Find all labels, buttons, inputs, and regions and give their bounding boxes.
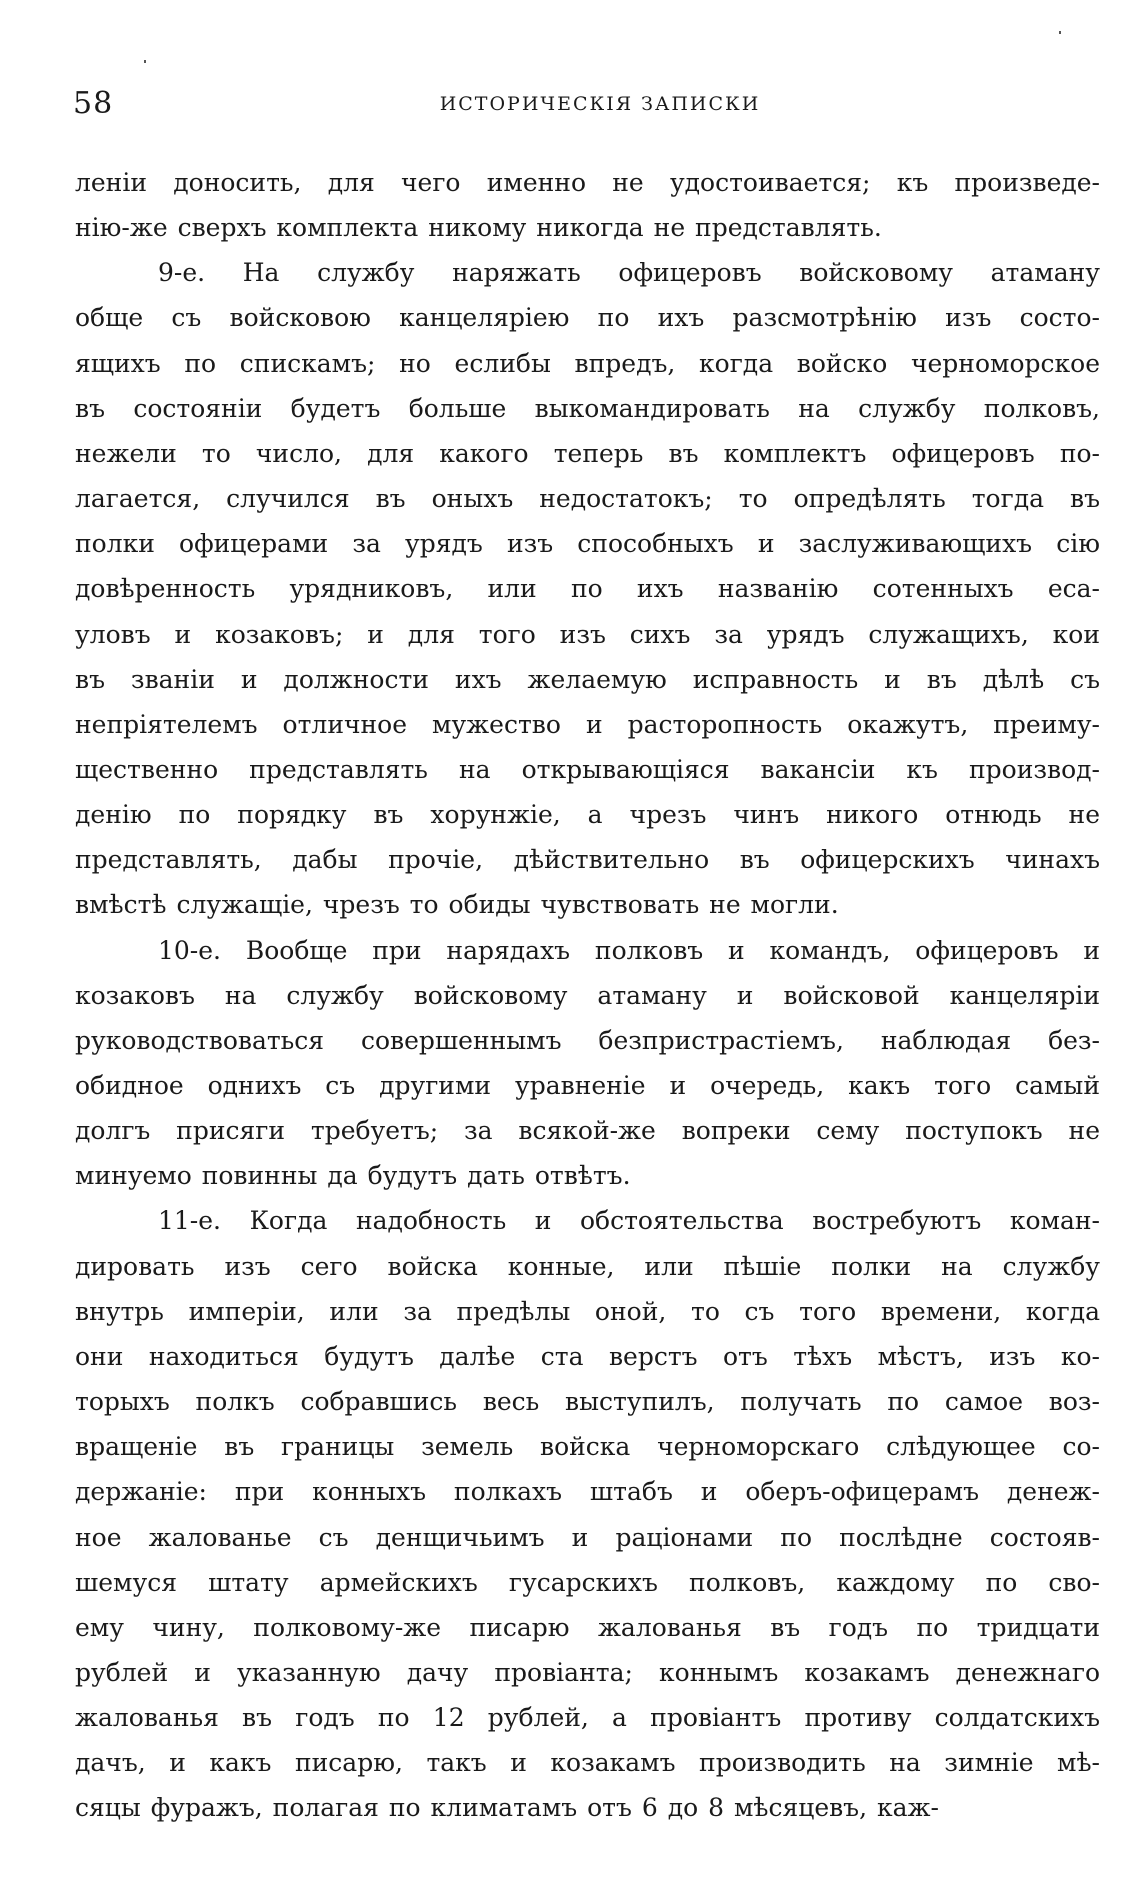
paragraph-line: руководствоваться совершеннымъ безпристрастіемъ, наблюдая без- (75, 1025, 1100, 1055)
paragraph-line: непріятелемъ отличное мужество и расторопность окажутъ, преиму- (75, 709, 1100, 739)
paragraph-line: рублей и указанную дачу провіанта; коннымъ козакамъ денежнаго (75, 1657, 1100, 1687)
paragraph-line: въ состояніи будетъ больше выкомандировать на службу полковъ, (75, 393, 1100, 423)
paragraph-line: минуемо повинны да будутъ дать отвѣтъ. (75, 1161, 631, 1191)
paragraph-line: дачъ, и какъ писарю, такъ и козакамъ производить на зимніе мѣ- (75, 1748, 1100, 1778)
paragraph-first-line: 10-е. Вообще при нарядахъ полковъ и командъ, офицеровъ и (158, 935, 1100, 965)
paragraph-line: шемуся штату армейскихъ гусарскихъ полковъ, каждому по сво- (75, 1567, 1100, 1597)
page-number: 58 (73, 86, 114, 121)
running-title: ИСТОРИЧЕСКІЯ ЗАПИСКИ (439, 93, 761, 115)
paragraph-line: уловъ и козаковъ; и для того изъ сихъ за урядъ служащихъ, кои (75, 619, 1100, 649)
ink-speck (1059, 31, 1061, 34)
paragraph-line: дировать изъ сего войска конные, или пѣшіе полки на службу (75, 1251, 1100, 1281)
paragraph-line: козаковъ на службу войсковому атаману и войсковой канцеляріи (75, 980, 1100, 1010)
paragraph-line: вмѣстѣ служащіе, чрезъ то обиды чувствовать не могли. (75, 890, 839, 920)
paragraph-line: нежели то число, для какого теперь въ комплектъ офицеровъ по- (75, 438, 1100, 468)
paragraph-line: представлять, дабы прочіе, дѣйствительно въ офицерскихъ чинахъ (75, 845, 1100, 875)
paragraph-line: нію-же сверхъ комплекта никому никогда не представлять. (75, 213, 882, 243)
paragraph-first-line: леніи доносить, для чего именно не удостоивается; къ произведе- (75, 168, 1100, 197)
paragraph-line: ящихъ по спискамъ; но еслибы впредъ, когда войско черноморское (75, 348, 1100, 378)
paragraph-line: внутрь имперіи, или за предѣлы оной, то съ того времени, когда (75, 1296, 1100, 1326)
paragraph-line: вращеніе въ границы земель войска черноморскаго слѣдующее со- (75, 1432, 1100, 1462)
paragraph-line: сяцы фуражъ, полагая по климатамъ отъ 6 до 8 мѣсяцевъ, каж- (75, 1793, 939, 1823)
ink-speck (144, 60, 146, 63)
paragraph-line: въ званіи и должности ихъ желаемую исправность и въ дѣлѣ съ (75, 664, 1100, 694)
paragraph-line: денію по порядку въ хорунжіе, а чрезъ чинъ никого отнюдь не (75, 800, 1100, 830)
paragraph-line: ное жалованье съ денщичьимъ и раціонами по послѣдне состояв- (75, 1522, 1100, 1552)
paragraph-line: обще съ войсковою канцеляріею по ихъ разсмотрѣнію изъ состо- (75, 303, 1100, 333)
paragraph-line: долгъ присяги требуетъ; за всякой-же вопреки сему поступокъ не (75, 1116, 1100, 1146)
paragraph-line: лагается, случился въ оныхъ недостатокъ; то опредѣлять тогда въ (75, 484, 1100, 514)
paragraph-line: торыхъ полкъ собравшись весь выступилъ, получать по самое воз- (75, 1387, 1100, 1417)
paragraph-line: полки офицерами за урядъ изъ способныхъ и заслуживающихъ сію (75, 529, 1100, 559)
paragraph-first-line: 9-е. На службу наряжать офицеровъ войсковому атаману (158, 258, 1100, 288)
paragraph-line: ему чину, полковому-же писарю жалованья въ годъ по тридцати (75, 1612, 1100, 1642)
paragraph-line: они находиться будутъ далѣе ста верстъ отъ тѣхъ мѣстъ, изъ ко- (75, 1341, 1100, 1371)
paragraph-line: жалованья въ годъ по 12 рублей, а провіантъ противу солдатскихъ (75, 1703, 1100, 1733)
paragraph-line: щественно представлять на открывающіяся вакансіи къ производ- (75, 754, 1100, 784)
paragraph-line: обидное однихъ съ другими уравненіе и очередь, какъ того самый (75, 1071, 1100, 1100)
paragraph-first-line: 11-е. Когда надобность и обстоятельства востребуютъ коман- (158, 1206, 1100, 1236)
paragraph-line: держаніе: при конныхъ полкахъ штабъ и оберъ-офицерамъ денеж- (75, 1477, 1100, 1507)
paragraph-line: довѣренность урядниковъ, или по ихъ названію сотенныхъ еса- (75, 574, 1100, 604)
